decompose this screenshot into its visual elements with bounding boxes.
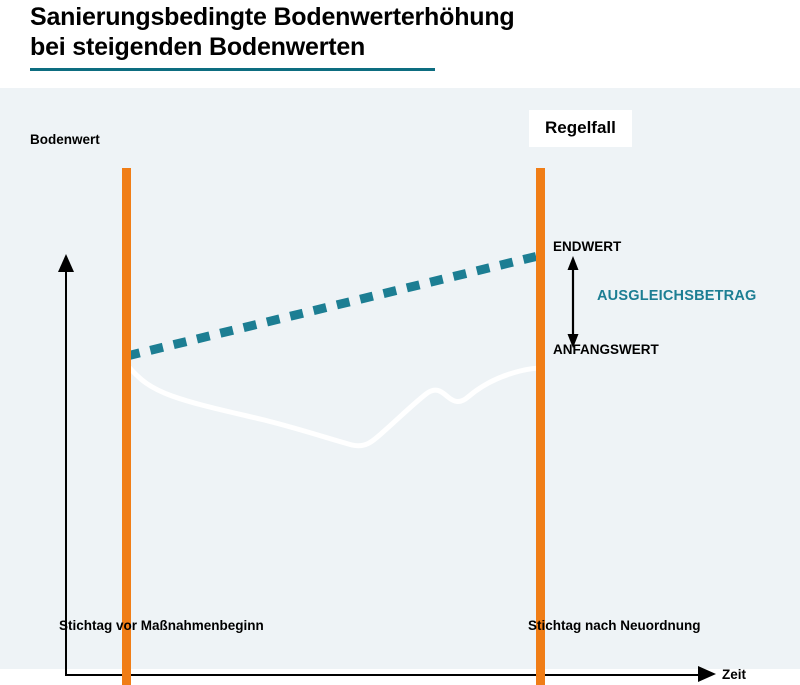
title-underline-rule	[30, 68, 435, 71]
ausgleichsbetrag-arrow-icon	[568, 256, 579, 348]
y-axis-label: Bodenwert	[30, 132, 100, 147]
anfangswert-label: ANFANGSWERT	[553, 342, 659, 357]
title-line-2: bei steigenden Bodenwerten	[30, 33, 366, 61]
x-axis-label: Zeit	[722, 667, 747, 682]
dashed-trend-line	[127, 255, 542, 356]
endwert-label: ENDWERT	[553, 239, 622, 254]
regelfall-badge: Regelfall	[529, 110, 632, 147]
title-line-1: Sanierungsbedingte Bodenwerterhöhung	[30, 3, 515, 31]
marker-caption-start: Stichtag vor Maßnahmenbeginn	[59, 618, 264, 633]
marker-caption-end: Stichtag nach Neuordnung	[528, 618, 701, 633]
chart-panel	[0, 88, 800, 682]
page-title	[30, 0, 770, 71]
white-value-curve	[127, 365, 542, 446]
chart-curves	[0, 88, 800, 669]
ausgleichsbetrag-label: AUSGLEICHSBETRAG	[597, 288, 757, 304]
marker-line-start	[122, 168, 131, 685]
x-axis-line	[65, 674, 700, 676]
marker-line-end	[536, 168, 545, 685]
